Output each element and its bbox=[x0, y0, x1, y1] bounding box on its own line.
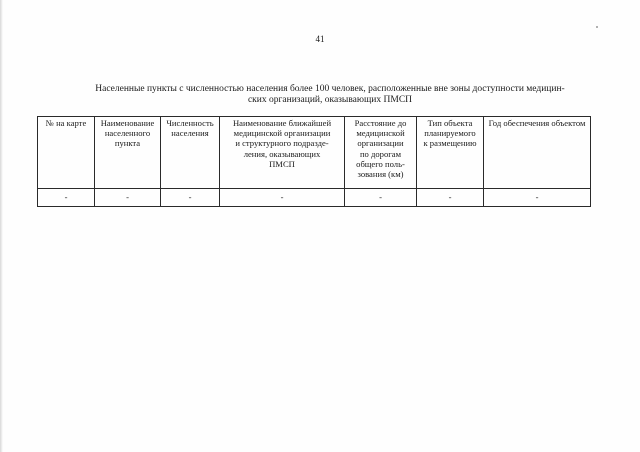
title-line-2: ских организаций, оказывающих ПМСП bbox=[247, 95, 413, 105]
table-cell: - bbox=[484, 189, 591, 207]
table-cell: - bbox=[417, 189, 484, 207]
scan-speck bbox=[596, 26, 598, 28]
title-line-1: Населенные пункты с численностью населения более 100 человек, расположенные вне зоны доступности медицин- bbox=[95, 84, 565, 94]
page-number: 41 bbox=[315, 34, 325, 44]
table-cell: - bbox=[95, 189, 161, 207]
header-year-of-provision: Год обеспечения объектом bbox=[484, 117, 591, 189]
header-settlement-name: Наименование населенного пункта bbox=[95, 117, 161, 189]
table-header-row bbox=[38, 117, 591, 189]
document-title bbox=[70, 84, 590, 106]
header-population: Численность населения bbox=[161, 117, 220, 189]
header-map-number: № на карте bbox=[38, 117, 95, 189]
table-cell: - bbox=[345, 189, 417, 207]
table-cell: - bbox=[38, 189, 95, 207]
header-nearest-medical-org: Наименование ближайшей медицинской организации и структурного подразде- ления, оказывающих ПМСП bbox=[220, 117, 345, 189]
settlements-table bbox=[37, 116, 591, 207]
header-object-type: Тип объекта планируемого к размещению bbox=[417, 117, 484, 189]
table-cell: - bbox=[161, 189, 220, 207]
header-distance: Расстояние до медицинской организации по дорогам общего поль- зования (км) bbox=[345, 117, 417, 189]
table-cell: - bbox=[220, 189, 345, 207]
scan-edge bbox=[0, 0, 3, 452]
table-row bbox=[38, 189, 591, 207]
